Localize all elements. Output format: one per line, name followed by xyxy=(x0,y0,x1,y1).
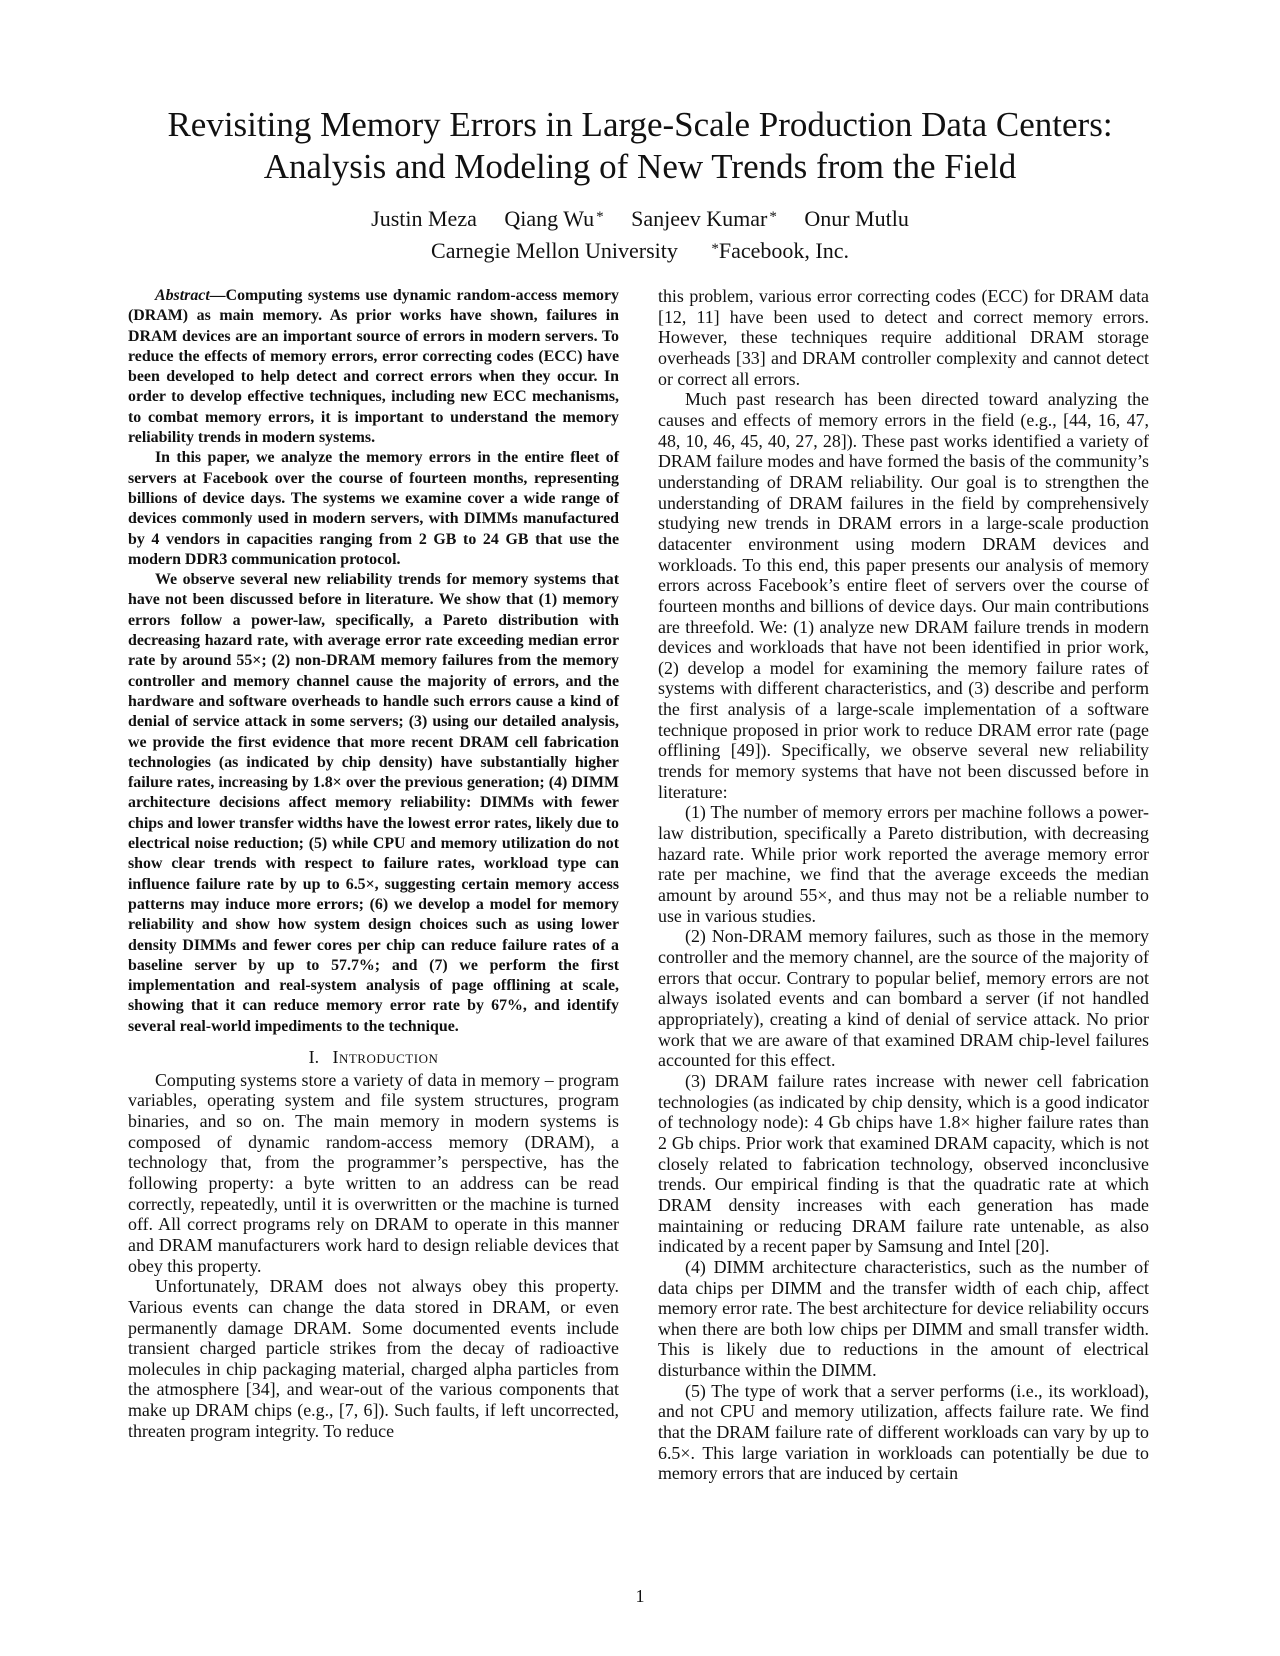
intro-paragraph-3: this problem, various error correcting codes (ECC) for DRAM data [12, 11] have been used to detect and correct memory errors. However, these techniques require additional DRAM storage overheads [33] and DRAM controller complexity and cannot detect or correct all errors. xyxy=(658,286,1149,389)
author-3 xyxy=(631,206,777,231)
intro-paragraph-1: Computing systems store a variety of data in memory – program variables, operating system and file system structures, program binaries, and so on. The main memory in modern systems is composed of dynamic random-access memory (DRAM), a technology that, from the programmer’s perspective, has the following property: a byte written to an address can be read correctly, repeatedly, until it is overwritten or the machine is turned off. All correct programs rely on DRAM to operate in this manner and DRAM manufacturers work hard to design reliable devices that obey this property. xyxy=(128,1069,619,1276)
finding-4: (4) DIMM architecture characteristics, such as the number of data chips per DIMM and the transfer width of each chip, affect memory error rate. The best architecture for device reliability occurs when there are both low chips per DIMM and small transfer width. This is likely due to reductions in the amount of electrical disturbance within the DIMM. xyxy=(658,1256,1149,1381)
section-title: Introduction xyxy=(332,1046,439,1067)
affiliation-2: Facebook, Inc. xyxy=(718,238,849,263)
author-list xyxy=(0,205,1280,233)
section-heading xyxy=(128,1047,619,1068)
abstract-paragraph-3: We observe several new reliability trends for memory systems that have not been discussed before in literature. We show that (1) memory errors follow a power-law, specifically, a Pareto distribution with decreasing hazard rate, with average error rate exceeding median error rate by around 55×; (2) non-DRAM memory failures from the memory controller and memory channel cause the majority of errors, and the hardware and software overheads to handle such errors cause a kind of denial of service attack in some servers; (3) using our detailed analysis, we provide the first evidence that more recent DRAM cell fabrication technologies (as indicated by chip density) have substantially higher failure rates, increasing by 1.8× over the previous generation; (4) DIMM architecture decisions affect memory reliability: DIMMs with fewer chips and lower transfer widths have the lowest error rates, likely due to electrical noise reduction; (5) while CPU and memory utilization do not show clear trends with respect to failure rates, workload type can influence failure rate by up to 6.5×, suggesting certain memory access patterns may induce more errors; (6) we develop a model for memory reliability and show how system design choices such as using lower density DIMMs and fewer cores per chip can reduce failure rates of a baseline server by up to 57.7%; and (7) we perform the first implementation and real-system analysis of page offlining at scale, showing that it can reduce memory error rate by 67%, and identify several real-world impediments to the technique. xyxy=(128,571,619,1035)
section-number: I. xyxy=(308,1046,320,1067)
finding-1: (1) The number of memory errors per machine follows a power-law distribution, specifically a Pareto distribution, with decreasing hazard rate. While prior work reported the average memory error rate per machine, we find that the average exceeds the median amount by around 55×, and thus may not be a reliable number to use in various studies. xyxy=(658,802,1149,926)
abstract-label: Abstract— xyxy=(155,287,226,304)
intro-paragraph-2: Unfortunately, DRAM does not always obey this property. Various events can change the data stored in DRAM, or even permanently damage DRAM. Some documented events include transient charged particle strikes from the decay of radioactive molecules in chip packaging material, charged alpha particles from the atmosphere [34], and wear-out of the various components that make up DRAM chips (e.g., [7, 6]). Such faults, if left uncorrected, threaten program integrity. To reduce xyxy=(128,1276,619,1441)
affiliation-mark: * xyxy=(769,209,777,225)
left-column xyxy=(128,286,619,1441)
affiliation-mark: * xyxy=(596,209,604,225)
abstract xyxy=(128,286,619,1037)
affiliation-mark: * xyxy=(711,241,719,257)
introduction xyxy=(128,1047,619,1441)
author-name: Justin Meza xyxy=(371,206,477,231)
finding-3: (3) DRAM failure rates increase with newer cell fabrication technologies (as indicated by chip density, which is a good indicator of technology node): 4 Gb chips have 1.8× higher failure rates than 2 Gb chips. Prior work that examined DRAM capacity, which is not closely related to fabrication technology, observed inconclusive trends. Our empirical finding is that the quadratic rate at which DRAM density increases with each generation has made maintaining or reducing DRAM failure rate untenable, as also indicated by a recent paper by Samsung and Intel [20]. xyxy=(658,1070,1149,1257)
author-2 xyxy=(504,206,603,231)
affiliation-2-wrap xyxy=(709,238,849,263)
title-line-1: Revisiting Memory Errors in Large-Scale Production Data Centers: xyxy=(167,105,1113,144)
abstract-paragraph-2: In this paper, we analyze the memory errors in the entire fleet of servers at Facebook over the course of fourteen months, representing billions of device days. The systems we examine cover a wide range of devices commonly used in modern servers, with DIMMs manufactured by 4 vendors in capacities ranging from 2 GB to 24 GB that use the modern DDR3 communication protocol. xyxy=(128,449,619,568)
finding-5: (5) The type of work that a server performs (i.e., its workload), and not CPU and memory utilization, affects failure rate. We find that the DRAM failure rate of different workloads can vary by up to 6.5×. This large variation in workloads can potentially be due to memory errors that are induced by certain xyxy=(658,1380,1149,1484)
page-number: 1 xyxy=(635,1586,645,1606)
affiliation-1: Carnegie Mellon University xyxy=(431,238,678,263)
author-name: Sanjeev Kumar xyxy=(631,206,768,231)
affiliations xyxy=(0,237,1280,265)
author-name: Onur Mutlu xyxy=(804,206,909,231)
author-1 xyxy=(371,206,477,231)
abstract-paragraph-1 xyxy=(128,286,619,448)
intro-paragraph-4: Much past research has been directed toward analyzing the causes and effects of memory errors in the field (e.g., [44, 16, 47, 48, 10, 46, 45, 40, 27, 28]). These past works identified a variety of DRAM failure modes and have formed the basis of the community’s understanding of DRAM reliability. Our goal is to strengthen the understanding of DRAM failures in the field by comprehensively studying new trends in DRAM errors in a large-scale production datacenter environment using modern DRAM devices and workloads. To this end, this paper presents our analysis of memory errors across Facebook’s entire fleet of servers over the course of fourteen months and billions of device days. Our main contributions are threefold. We: (1) analyze new DRAM failure trends in modern devices and workloads that have not been identified in prior work, (2) develop a model for examining the memory failure rates of systems with different characteristics, and (3) describe and perform the first analysis of a large-scale implementation of a software technique proposed in prior work to reduce DRAM error rate (page offlining [49]). Specifically, we observe several new reliability trends for memory systems that have not been discussed before in literature: xyxy=(658,389,1149,802)
title-line-2: Analysis and Modeling of New Trends from the Field xyxy=(263,147,1017,186)
author-4 xyxy=(804,206,909,231)
finding-2: (2) Non-DRAM memory failures, such as those in the memory controller and the memory channel, are the source of the majority of errors that occur. Contrary to popular belief, memory errors are not always isolated events and can bombard a server (if not handled appropriately), creating a kind of denial of service attack. No prior work that we are aware of that examined DRAM chip-level failures accounted for this effect. xyxy=(658,926,1149,1071)
right-column xyxy=(658,286,1149,1484)
paper-title xyxy=(0,104,1280,188)
author-name: Qiang Wu xyxy=(504,206,595,231)
abstract-text-1: Computing systems use dynamic random-access memory (DRAM) as main memory. As prior works have shown, failures in DRAM devices are an important source of errors in modern servers. To reduce the effects of memory errors, error correcting codes (ECC) have been developed to help detect and correct errors when they occur. In order to develop effective techniques, including new ECC mechanisms, to combat memory errors, it is important to understand the memory reliability trends in modern systems. xyxy=(128,287,619,447)
